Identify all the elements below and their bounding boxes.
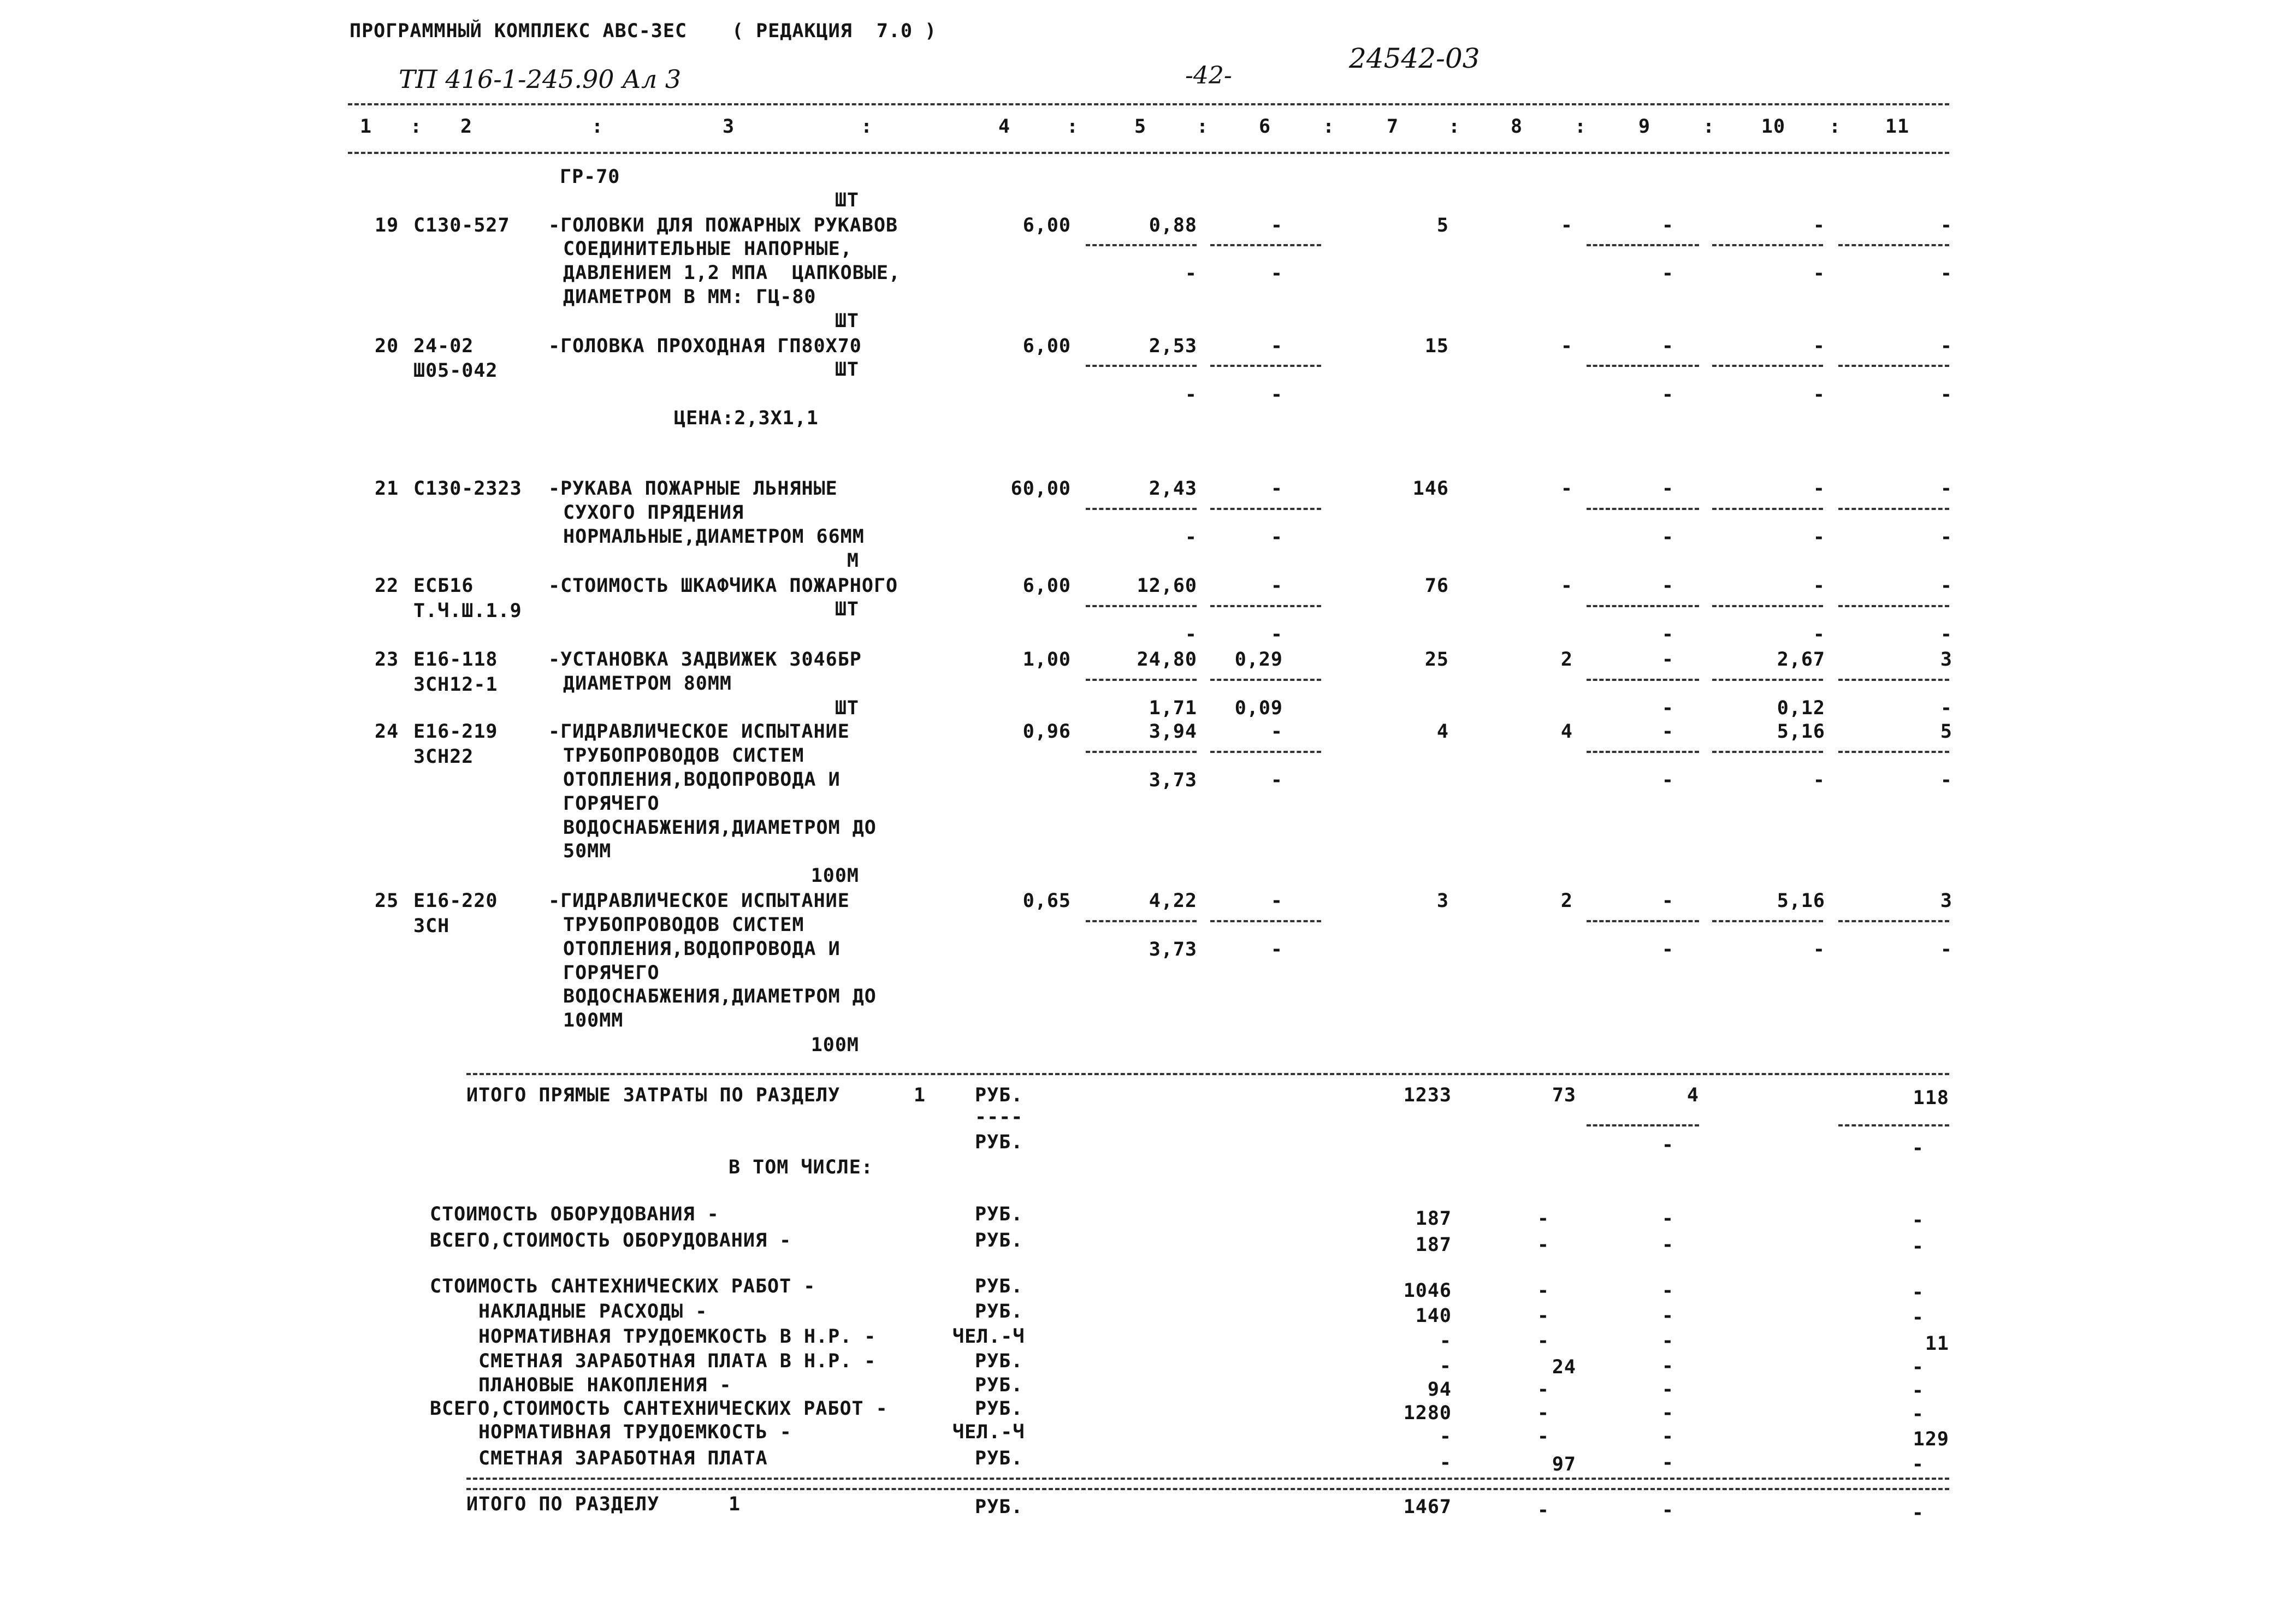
column-4-value: 6,00 — [1022, 575, 1071, 597]
column-separator: : — [410, 116, 423, 138]
column-8-value: - — [1537, 1379, 1549, 1401]
column-4-value: 0,65 — [1022, 890, 1071, 912]
row-description: -ГИДРАВЛИЧЕСКОЕ ИСПЫТАНИЕ — [548, 721, 850, 743]
column-11-value: - — [1912, 1502, 1924, 1524]
column-11-value: - — [1912, 1356, 1924, 1378]
summary-label: НАКЛАДНЫЕ РАСХОДЫ - — [478, 1301, 708, 1323]
column-11-value: - — [1940, 478, 1952, 500]
column-9-value: - — [1661, 478, 1674, 500]
column-8-value: 2 — [1560, 890, 1573, 912]
value-separator — [1086, 365, 1197, 367]
column-6-value-second: 0,09 — [1234, 697, 1283, 719]
column-7-value: 187 — [1415, 1234, 1452, 1256]
column-9-value: - — [1661, 890, 1674, 912]
row-unit: ШТ — [835, 189, 859, 211]
summary-unit: РУБ. — [975, 1374, 1023, 1396]
header-rule-bottom — [348, 152, 1949, 154]
column-separator: : — [591, 116, 604, 138]
column-9-value: - — [1661, 1379, 1674, 1401]
total-direct-unit: РУБ. — [975, 1084, 1023, 1106]
column-9-value: - — [1661, 215, 1674, 236]
column-11-value: - — [1940, 575, 1952, 597]
value-separator — [1210, 508, 1321, 510]
summary-label: СТОИМОСТЬ ОБОРУДОВАНИЯ - — [430, 1203, 719, 1225]
column-7-value: 187 — [1415, 1208, 1452, 1230]
column-header-8: 8 — [1510, 116, 1523, 138]
summary-label: ПЛАНОВЫЕ НАКОПЛЕНИЯ - — [478, 1374, 732, 1396]
column-8-value: - — [1537, 1280, 1549, 1302]
column-9-value: - — [1661, 1452, 1674, 1474]
row-description: ОТОПЛЕНИЯ,ВОДОПРОВОДА И — [563, 938, 841, 960]
value-separator — [1712, 605, 1823, 607]
column-8-value: - — [1537, 1499, 1549, 1521]
column-9-value-second: - — [1661, 697, 1674, 719]
value-separator — [1210, 679, 1321, 681]
page-number: -42- — [1185, 62, 1232, 90]
column-header-9: 9 — [1638, 116, 1651, 138]
column-10-value-second: - — [1813, 939, 1825, 960]
column-7-value: - — [1439, 1452, 1452, 1474]
column-7-value: 1233 — [1403, 1084, 1452, 1106]
column-5-value: 2,53 — [1149, 335, 1197, 357]
summary-unit: РУБ. — [975, 1350, 1023, 1372]
row-description: ДИАМЕТРОМ В ММ: ГЦ-80 — [563, 286, 816, 308]
row-unit: ШТ — [835, 697, 859, 719]
row-unit: М — [847, 550, 859, 572]
column-6-value: - — [1270, 890, 1283, 912]
row-unit: 100М — [810, 865, 859, 887]
column-9-value-second: - — [1661, 769, 1674, 791]
column-7-value: 3 — [1436, 890, 1449, 912]
column-4-value: 60,00 — [1010, 478, 1071, 500]
value-separator — [1587, 365, 1699, 367]
column-5-value-second: - — [1185, 263, 1197, 284]
summary-unit: РУБ. — [975, 1203, 1023, 1225]
value-separator — [1086, 605, 1197, 607]
column-10-value: - — [1813, 215, 1825, 236]
column-6-value-second: - — [1270, 526, 1283, 548]
row-description: ТРУБОПРОВОДОВ СИСТЕМ — [563, 914, 804, 936]
row-code: С130-2323 — [413, 478, 522, 500]
column-11-value: - — [1940, 215, 1952, 236]
value-separator — [1587, 920, 1699, 922]
summary-label: НОРМАТИВНАЯ ТРУДОЕМКОСТЬ В Н.Р. - — [478, 1326, 877, 1348]
document-code: 24542-03 — [1349, 43, 1480, 74]
column-9-value-second: - — [1661, 384, 1674, 406]
row-description: СУХОГО ПРЯДЕНИЯ — [563, 502, 744, 524]
column-7-value: 146 — [1412, 478, 1449, 500]
column-6-value-second: - — [1270, 263, 1283, 284]
column-5-value-second: 3,73 — [1149, 769, 1197, 791]
column-8-value: - — [1537, 1208, 1549, 1230]
column-separator: : — [1322, 116, 1335, 138]
row-description: -ГОЛОВКИ ДЛЯ ПОЖАРНЫХ РУКАВОВ — [548, 215, 898, 236]
column-11-value: - — [1912, 1307, 1924, 1329]
column-11-value: - — [1940, 335, 1952, 357]
value-separator — [1838, 508, 1949, 510]
column-10-value-second: - — [1813, 263, 1825, 284]
column-10-value: - — [1813, 575, 1825, 597]
column-separator: : — [1574, 116, 1587, 138]
column-6-value: - — [1270, 478, 1283, 500]
row-code: Е16-219 — [413, 721, 498, 743]
column-10-value: - — [1813, 335, 1825, 357]
column-5-value-second: - — [1185, 526, 1197, 548]
column-separator: : — [1828, 116, 1842, 138]
summary-label: СМЕТНАЯ ЗАРАБОТНАЯ ПЛАТА В Н.Р. - — [478, 1350, 877, 1372]
row-code: Ш05-042 — [413, 360, 498, 382]
column-6-value: 0,29 — [1234, 649, 1283, 671]
column-6-value: - — [1270, 721, 1283, 743]
column-8-value: - — [1560, 478, 1573, 500]
column-7-value: 5 — [1436, 215, 1449, 236]
total-direct-unit-second: РУБ. — [975, 1131, 1023, 1153]
column-9-value-second: - — [1661, 624, 1674, 645]
column-11-value: - — [1912, 1209, 1924, 1231]
column-11-value-second: - — [1940, 939, 1952, 960]
column-5-value: 0,88 — [1149, 215, 1197, 236]
summary-unit: РУБ. — [975, 1276, 1023, 1297]
summary-unit: РУБ. — [975, 1301, 1023, 1323]
column-6-value-second: - — [1270, 624, 1283, 645]
column-11-value: 3 — [1940, 649, 1952, 671]
row-unit: 100М — [810, 1034, 859, 1056]
row-description: ВОДОСНАБЖЕНИЯ,ДИАМЕТРОМ ДО — [563, 986, 877, 1007]
column-11-value: - — [1912, 1282, 1924, 1303]
row-description: ВОДОСНАБЖЕНИЯ,ДИАМЕТРОМ ДО — [563, 817, 877, 839]
column-8-value: 24 — [1552, 1356, 1576, 1378]
value-separator — [1210, 920, 1321, 922]
column-9-value: - — [1661, 1305, 1674, 1327]
row-description: -СТОИМОСТЬ ШКАФЧИКА ПОЖАРНОГО — [548, 575, 898, 597]
column-6-value: - — [1270, 335, 1283, 357]
column-9-value-second: - — [1661, 939, 1674, 960]
column-separator: : — [860, 116, 873, 138]
summary-unit: РУБ. — [975, 1398, 1023, 1420]
column-11-value-second: - — [1940, 769, 1952, 791]
column-8-value: 2 — [1560, 649, 1573, 671]
column-header-5: 5 — [1134, 116, 1147, 138]
column-8-value: 97 — [1552, 1454, 1576, 1475]
summary-label: ВСЕГО,СТОИМОСТЬ ОБОРУДОВАНИЯ - — [430, 1230, 792, 1252]
column-6-value-second: - — [1270, 939, 1283, 960]
column-11-value-second: - — [1940, 526, 1952, 548]
value-separator — [1712, 508, 1823, 510]
column-7-value: 76 — [1424, 575, 1449, 597]
column-7-value: - — [1439, 1426, 1452, 1448]
value-separator — [1712, 751, 1823, 753]
column-8-value: - — [1537, 1426, 1549, 1448]
row-code: Е16-220 — [413, 890, 498, 912]
row-code: С130-527 — [413, 215, 510, 236]
row-code: ЕСБ16 — [413, 575, 474, 597]
section-rule-bottom — [466, 1478, 1949, 1480]
column-9-value: - — [1661, 1499, 1674, 1521]
row-description: 100ММ — [563, 1010, 624, 1031]
column-10-value: 2,67 — [1777, 649, 1825, 671]
row-description: ОТОПЛЕНИЯ,ВОДОПРОВОДА И — [563, 769, 841, 791]
column-9-value: - — [1661, 1234, 1674, 1256]
column-6-value-second: - — [1270, 769, 1283, 791]
column-7-value: 1280 — [1403, 1402, 1452, 1424]
header-rule-top — [348, 103, 1949, 105]
column-header-2: 2 — [460, 116, 473, 138]
column-10-value: 5,16 — [1777, 890, 1825, 912]
column-9-value: - — [1661, 1402, 1674, 1424]
column-5-value: 3,94 — [1149, 721, 1197, 743]
value-separator — [1838, 679, 1949, 681]
column-9-value: - — [1661, 649, 1674, 671]
column-7-value: 94 — [1427, 1379, 1452, 1401]
column-separator: : — [1066, 116, 1079, 138]
column-header-7: 7 — [1386, 116, 1399, 138]
column-9-value: 4 — [1687, 1084, 1699, 1106]
summary-unit: РУБ. — [975, 1448, 1023, 1469]
value-separator — [1712, 365, 1823, 367]
column-10-value-second: - — [1813, 769, 1825, 791]
value-separator — [1086, 244, 1197, 246]
column-5-value: 24,80 — [1137, 649, 1197, 671]
row-description: ДАВЛЕНИЕМ 1,2 МПА ЦАПКОВЫЕ, — [563, 262, 901, 284]
summary-label: ВСЕГО,СТОИМОСТЬ САНТЕХНИЧЕСКИХ РАБОТ - — [430, 1398, 888, 1420]
row-number: 24 — [375, 721, 399, 743]
column-7-value: 4 — [1436, 721, 1449, 743]
section-rule-bottom — [466, 1488, 1949, 1490]
column-header-11: 11 — [1885, 116, 1910, 138]
column-8-value: - — [1560, 215, 1573, 236]
value-separator — [1587, 244, 1699, 246]
value-separator — [1587, 508, 1699, 510]
row-code: Е16-118 — [413, 649, 498, 671]
column-11-value-second: - — [1940, 263, 1952, 284]
column-8-value: - — [1560, 335, 1573, 357]
row-number: 19 — [375, 215, 399, 236]
column-10-value-second: - — [1813, 384, 1825, 406]
section-total-unit: РУБ. — [975, 1496, 1023, 1518]
row-description: -ГИДРАВЛИЧЕСКОЕ ИСПЫТАНИЕ — [548, 890, 850, 912]
column-8-value: - — [1560, 575, 1573, 597]
column-9-value: - — [1661, 1355, 1674, 1377]
value-separator — [1838, 365, 1949, 367]
value-separator — [1086, 920, 1197, 922]
summary-unit: РУБ. — [975, 1230, 1023, 1252]
column-10-value-second: - — [1813, 526, 1825, 548]
value-separator — [1587, 1124, 1699, 1126]
value-separator — [1210, 751, 1321, 753]
summary-unit: ЧЕЛ.-Ч — [952, 1421, 1025, 1443]
row-description: -ГОЛОВКА ПРОХОДНАЯ ГП80Х70 — [548, 335, 862, 357]
column-11-value: - — [1912, 1380, 1924, 1402]
section-total-number: 1 — [729, 1493, 741, 1515]
value-separator — [1587, 679, 1699, 681]
column-11-value: 5 — [1940, 721, 1952, 743]
summary-label: СТОИМОСТЬ САНТЕХНИЧЕСКИХ РАБОТ - — [430, 1276, 816, 1297]
column-9-value-second: - — [1661, 263, 1674, 284]
column-4-value: 6,00 — [1022, 215, 1071, 236]
column-5-value-second: - — [1185, 624, 1197, 645]
value-separator — [1712, 679, 1823, 681]
row-number: 23 — [375, 649, 399, 671]
column-11-value-second: - — [1940, 697, 1952, 719]
column-8-value: - — [1537, 1402, 1549, 1424]
total-direct-section: 1 — [914, 1084, 926, 1106]
column-9-value-second: - — [1661, 1134, 1674, 1156]
column-6-value: - — [1270, 215, 1283, 236]
column-8-value: - — [1537, 1234, 1549, 1256]
value-separator — [1587, 605, 1699, 607]
column-10-value-second: - — [1813, 624, 1825, 645]
column-7-value: 15 — [1424, 335, 1449, 357]
column-11-value: - — [1912, 1403, 1924, 1425]
column-9-value: - — [1661, 1280, 1674, 1302]
row-description: ГОРЯЧЕГО — [563, 793, 660, 815]
value-separator — [1086, 751, 1197, 753]
column-6-value-second: - — [1270, 384, 1283, 406]
value-separator — [1838, 751, 1949, 753]
column-separator: : — [1448, 116, 1461, 138]
value-separator — [1086, 679, 1197, 681]
column-4-value: 6,00 — [1022, 335, 1071, 357]
value-separator — [1712, 920, 1823, 922]
column-11-value-second: - — [1940, 384, 1952, 406]
column-10-value: 5,16 — [1777, 721, 1825, 743]
row-number: 22 — [375, 575, 399, 597]
column-8-value: 4 — [1560, 721, 1573, 743]
row-code: 24-02 — [413, 335, 474, 357]
column-9-value: - — [1661, 575, 1674, 597]
column-header-3: 3 — [722, 116, 735, 138]
summary-label: СМЕТНАЯ ЗАРАБОТНАЯ ПЛАТА — [478, 1448, 768, 1469]
column-header-4: 4 — [998, 116, 1011, 138]
row-unit: ШТ — [835, 598, 859, 620]
column-10-value-second: 0,12 — [1777, 697, 1825, 719]
row-description: ГОРЯЧЕГО — [563, 962, 660, 984]
column-11-value: 3 — [1940, 890, 1952, 912]
total-direct-label: ИТОГО ПРЯМЫЕ ЗАТРАТЫ ПО РАЗДЕЛУ — [466, 1084, 841, 1106]
column-9-value-second: - — [1661, 526, 1674, 548]
row-description: ТРУБОПРОВОДОВ СИСТЕМ — [563, 745, 804, 767]
row-description: НОРМАЛЬНЫЕ,ДИАМЕТРОМ 66ММ — [563, 526, 865, 548]
value-separator — [1712, 244, 1823, 246]
column-7-value: 140 — [1415, 1305, 1452, 1327]
row-unit: ШТ — [835, 359, 859, 381]
column-7-value: 25 — [1424, 649, 1449, 671]
value-separator — [1210, 605, 1321, 607]
program-title: ПРОГРАММНЫЙ КОМПЛЕКС АВС-3ЕС — [350, 20, 688, 42]
column-4-value: 0,96 — [1022, 721, 1071, 743]
value-separator — [1210, 365, 1321, 367]
section-total-label: ИТОГО ПО РАЗДЕЛУ — [466, 1493, 660, 1515]
column-header-10: 10 — [1761, 116, 1786, 138]
row-number: 20 — [375, 335, 399, 357]
value-separator — [1838, 1124, 1949, 1126]
summary-unit: ЧЕЛ.-Ч — [952, 1326, 1025, 1348]
column-5-value-second: - — [1185, 384, 1197, 406]
row-code: Т.Ч.Ш.1.9 — [413, 600, 522, 622]
column-9-value: - — [1661, 1426, 1674, 1448]
total-direct-dash: ---- — [975, 1106, 1023, 1128]
row-mark: ГР-70 — [560, 166, 620, 188]
column-11-value: - — [1912, 1236, 1924, 1258]
column-10-value: - — [1813, 478, 1825, 500]
column-9-value: - — [1661, 1330, 1674, 1352]
column-11-value-second: - — [1940, 624, 1952, 645]
row-description: ДИАМЕТРОМ 80ММ — [563, 673, 732, 695]
value-separator — [1086, 508, 1197, 510]
row-code: 3СН — [413, 915, 450, 937]
column-4-value: 1,00 — [1022, 649, 1071, 671]
row-description: -УСТАНОВКА ЗАДВИЖЕК 3046БР — [548, 649, 862, 671]
row-description: СОЕДИНИТЕЛЬНЫЕ НАПОРНЫЕ, — [563, 238, 853, 260]
column-11-value: 118 — [1913, 1087, 1949, 1109]
column-8-value: - — [1537, 1305, 1549, 1327]
value-separator — [1210, 244, 1321, 246]
section-rule-top — [466, 1073, 1949, 1075]
column-9-value: - — [1661, 721, 1674, 743]
column-8-value: 73 — [1552, 1084, 1576, 1106]
column-5-value-second: 1,71 — [1149, 697, 1197, 719]
column-8-value: - — [1537, 1330, 1549, 1352]
summary-label: НОРМАТИВНАЯ ТРУДОЕМКОСТЬ - — [478, 1421, 792, 1443]
column-5-value: 12,60 — [1137, 575, 1197, 597]
row-unit: ШТ — [835, 310, 859, 332]
column-7-value: - — [1439, 1330, 1452, 1352]
row-description: 50ММ — [563, 840, 612, 862]
column-7-value: - — [1439, 1355, 1452, 1377]
column-5-value-second: 3,73 — [1149, 939, 1197, 960]
value-separator — [1838, 920, 1949, 922]
edition-label: ( РЕДАКЦИЯ 7.0 ) — [732, 20, 937, 42]
column-header-6: 6 — [1258, 116, 1271, 138]
column-11-value: 129 — [1913, 1428, 1949, 1450]
column-5-value: 4,22 — [1149, 890, 1197, 912]
including-label: В ТОМ ЧИСЛЕ: — [729, 1157, 873, 1178]
column-6-value: - — [1270, 575, 1283, 597]
row-number: 25 — [375, 890, 399, 912]
column-header-1: 1 — [359, 116, 372, 138]
column-7-value: 1046 — [1403, 1280, 1452, 1302]
row-code: 3СН22 — [413, 746, 474, 768]
value-separator — [1587, 751, 1699, 753]
value-separator — [1838, 244, 1949, 246]
row-description: -РУКАВА ПОЖАРНЫЕ ЛЬНЯНЫЕ — [548, 478, 838, 500]
column-separator: : — [1702, 116, 1715, 138]
column-7-value: 1467 — [1403, 1496, 1452, 1518]
document-reference: ТП 416-1-245.90 Ал 3 — [399, 64, 682, 94]
column-separator: : — [1196, 116, 1209, 138]
row-code: 3СН12-1 — [413, 674, 498, 696]
column-11-value-second: - — [1912, 1137, 1924, 1159]
column-11-value: 11 — [1925, 1333, 1949, 1355]
price-note: ЦЕНА:2,3Х1,1 — [674, 407, 819, 429]
row-number: 21 — [375, 478, 399, 500]
value-separator — [1838, 605, 1949, 607]
column-11-value: - — [1912, 1454, 1924, 1475]
column-5-value: 2,43 — [1149, 478, 1197, 500]
column-9-value: - — [1661, 335, 1674, 357]
column-9-value: - — [1661, 1208, 1674, 1230]
